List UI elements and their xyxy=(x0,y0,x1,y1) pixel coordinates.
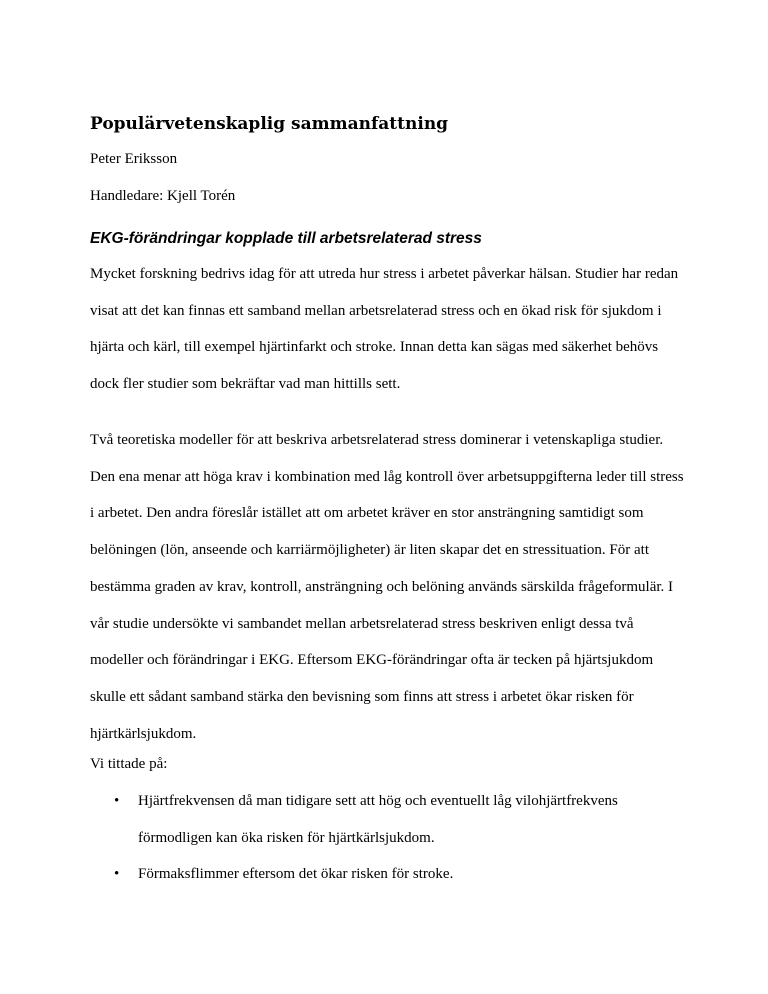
findings-list xyxy=(90,783,690,893)
list-item-text: Hjärtfrekvensen då man tidigare sett att hög och eventuellt låg vilohjärtfrekvens förmodligen kan öka risken för hjärtkärlsjukdom. xyxy=(138,793,618,846)
bullet-icon: • xyxy=(114,866,120,883)
bullet-icon: • xyxy=(114,793,120,809)
document-title: Populärvetenskaplig sammanfattning xyxy=(90,114,449,134)
paragraph-list-intro: Vi tittade på: xyxy=(90,756,168,772)
supervisor-line: Handledare: Kjell Torén xyxy=(90,188,236,204)
author-name: Peter Eriksson xyxy=(90,151,178,167)
list-item-text: Förmaksflimmer eftersom det ökar risken för stroke. xyxy=(138,866,454,883)
paragraph-intro: Mycket forskning bedrivs idag för att utreda hur stress i arbetet påverkar hälsan. Studier har redan visat att det kan finnas ett samband mellan arbetsrelaterad stress och en ökad risk för sjukdom i hjärta och kärl, till exempel hjärtinfarkt och stroke. Innan detta kan sägas med säkerhet behövs dock fler studier som bekräftar vad man hittills sett. xyxy=(90,266,679,393)
list-item xyxy=(90,783,690,856)
paragraph-models: Två teoretiska modeller för att beskriva arbetsrelaterad stress dominerar i vetenskapliga studier. Den ena menar att höga krav i kombination med låg kontroll över arbetsuppgifterna leder till stress i arbetet. Den andra föreslår istället att om arbetet kräver en stor ansträngning samtidigt som belöningen (lön, anseende och karriärmöjligheter) är liten skapar det en stressituation. För att bestämma graden av krav, kontroll, ansträngning och belöning används särskilda frågeformulär. I vår studie undersökte vi sambandet mellan arbetsrelaterad stress beskriven enligt dessa två modeller och förändringar i EKG. Eftersom EKG-förändringar ofta är tecken på hjärtsjukdom skulle ett sådant samband stärka den bevisning som finns att stress i arbetet ökar risken för hjärtkärlsjukdom. xyxy=(90,432,684,742)
list-item xyxy=(90,856,690,893)
article-heading: EKG-förändringar kopplade till arbetsrelaterad stress xyxy=(90,230,482,247)
